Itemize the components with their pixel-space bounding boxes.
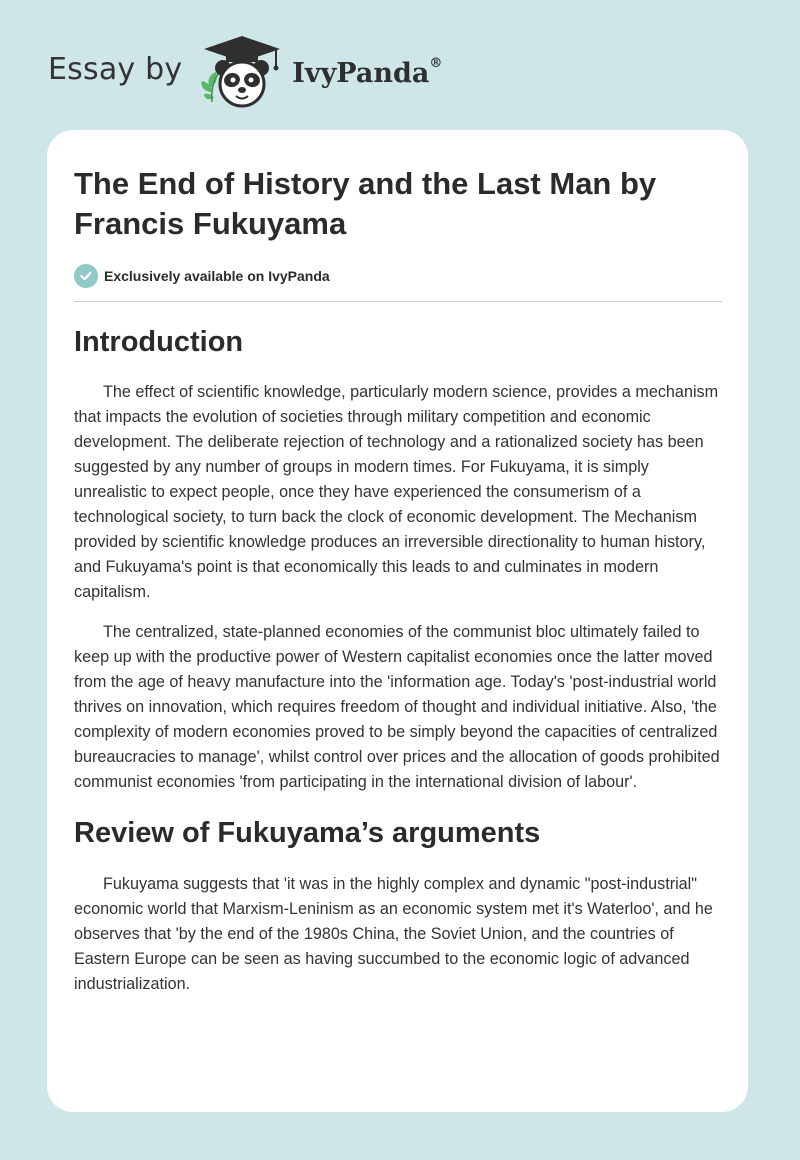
- paragraph: Fukuyama suggests that 'it was in the highly complex and dynamic "post-industrial" economic world that Marxism-Leninism as an economic system met it's Waterloo', and he observes that 'by the end of the 1980s China, the Soviet Union, and the countries of Eastern Europe can be seen as having succumbed to the economic logic of advanced industrialization.: [74, 875, 713, 993]
- essay-title: The End of History and the Last Man by Francis Fukuyama: [74, 166, 657, 241]
- exclusive-badge-label: Exclusively available on IvyPanda: [104, 268, 330, 284]
- check-icon: [74, 264, 98, 288]
- brand-name[interactable]: [292, 55, 443, 89]
- exclusive-badge: [74, 264, 722, 288]
- panda-graduate-icon: [196, 32, 288, 112]
- ivy-leaf-icon: [202, 72, 219, 102]
- section-heading-review: Review of Fukuyama’s arguments: [74, 817, 541, 849]
- section-heading-introduction: Introduction: [74, 326, 244, 358]
- ivypanda-logo[interactable]: [196, 32, 288, 112]
- registered-mark: ®: [429, 55, 443, 71]
- divider: [74, 301, 722, 302]
- essay-content: [74, 164, 722, 997]
- brand-text: IvyPanda: [292, 57, 430, 89]
- essay-card: [47, 130, 748, 1112]
- paragraph: The effect of scientific knowledge, particularly modern science, provides a mechanism that impacts the evolution of societies through military competition and economic development. The deliberate rejection of technology and a rationalized society has been suggested by any number of groups in modern times. For Fukuyama, it is simply unrealistic to expect people, once they have experienced the consumerism of a technological society, to turn back the clock of economic development. The Mechanism provided by scientific knowledge produces an irreversible directionality to human history, and Fukuyama's point is that economically this leads to and culminates in modern capitalism.: [74, 383, 719, 601]
- site-header: [48, 32, 442, 112]
- essay-by-label: Essay by: [48, 51, 183, 87]
- paragraph: The centralized, state-planned economies of the communist bloc ultimately failed to keep up with the productive power of Western capitalist economies once the latter moved from the age of heavy manufacture into the 'information age. Today's 'post-industrial world thrives on innovation, which requires freedom of thought and individual initiative. Also, 'the complexity of modern economies proved to be simply beyond the capacities of centralized bureaucracies to manage', whilst control over prices and the allocation of goods prohibited communist economies 'from participating in the international division of labour'.: [74, 623, 720, 791]
